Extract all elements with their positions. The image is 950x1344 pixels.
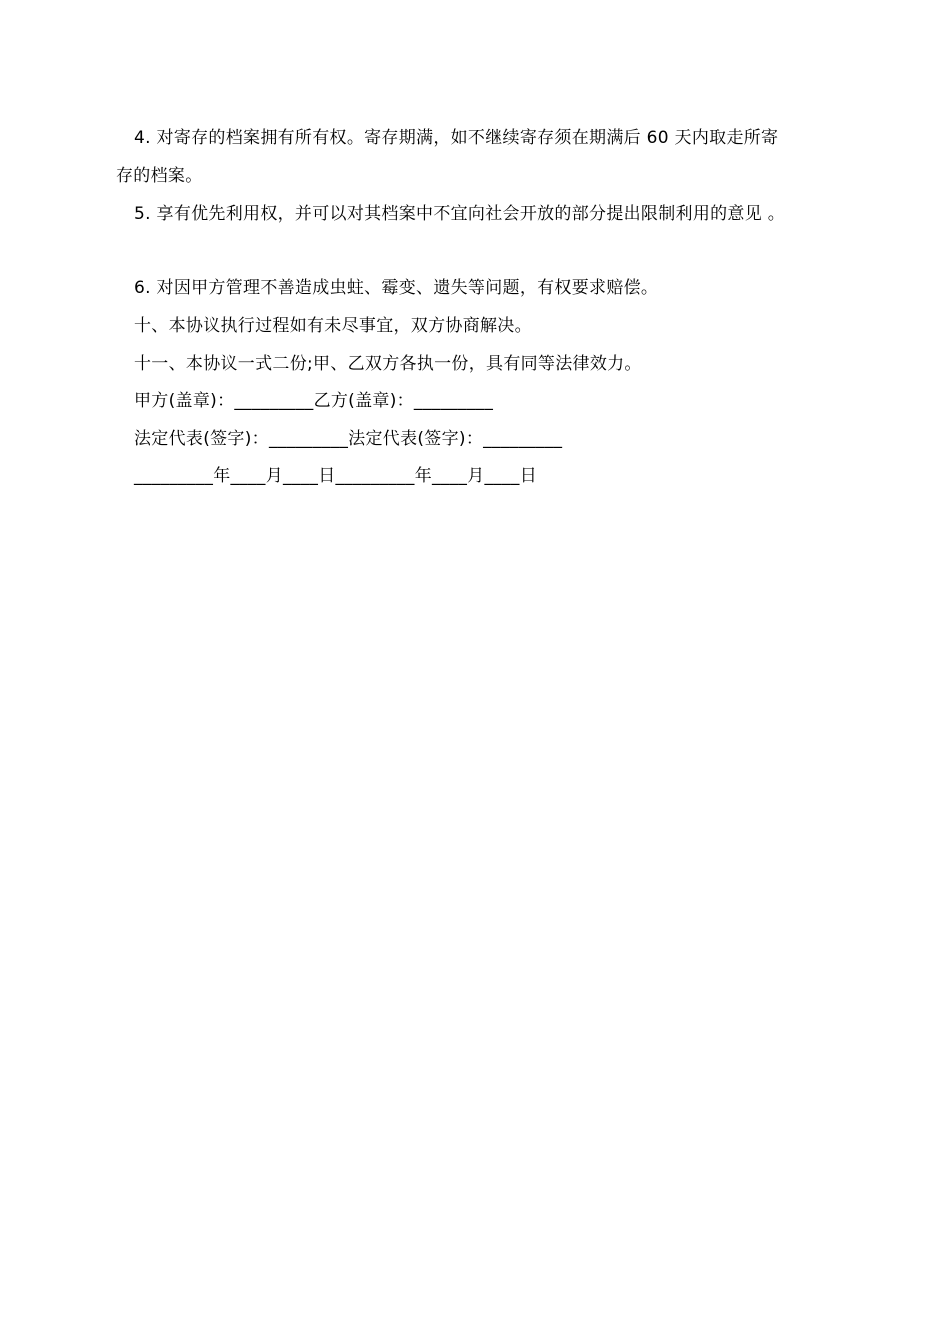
clause-4-line-2: 存的档案。 — [116, 166, 203, 186]
clause-11: 十一、本协议一式二份;甲、乙双方各执一份，具有同等法律效力。 — [134, 354, 642, 374]
clause-6: 6. 对因甲方管理不善造成虫蛀、霉变、遗失等问题，有权要求赔偿。 — [134, 278, 659, 298]
clause-5: 5. 享有优先利用权，并可以对其档案中不宜向社会开放的部分提出限制利用的意见 。 — [134, 204, 786, 224]
seal-line: 甲方(盖章)：_________乙方(盖章)：_________ — [134, 391, 494, 411]
date-line: _________年____月____日_________年____月____日 — [134, 466, 537, 486]
signature-line: 法定代表(签字)：_________法定代表(签字)：_________ — [134, 429, 563, 449]
clause-4-line-1: 4. 对寄存的档案拥有所有权。寄存期满，如不继续寄存须在期满后 60 天内取走所寄 — [134, 128, 779, 148]
clause-10: 十、本协议执行过程如有未尽事宜，双方协商解决。 — [134, 316, 532, 336]
